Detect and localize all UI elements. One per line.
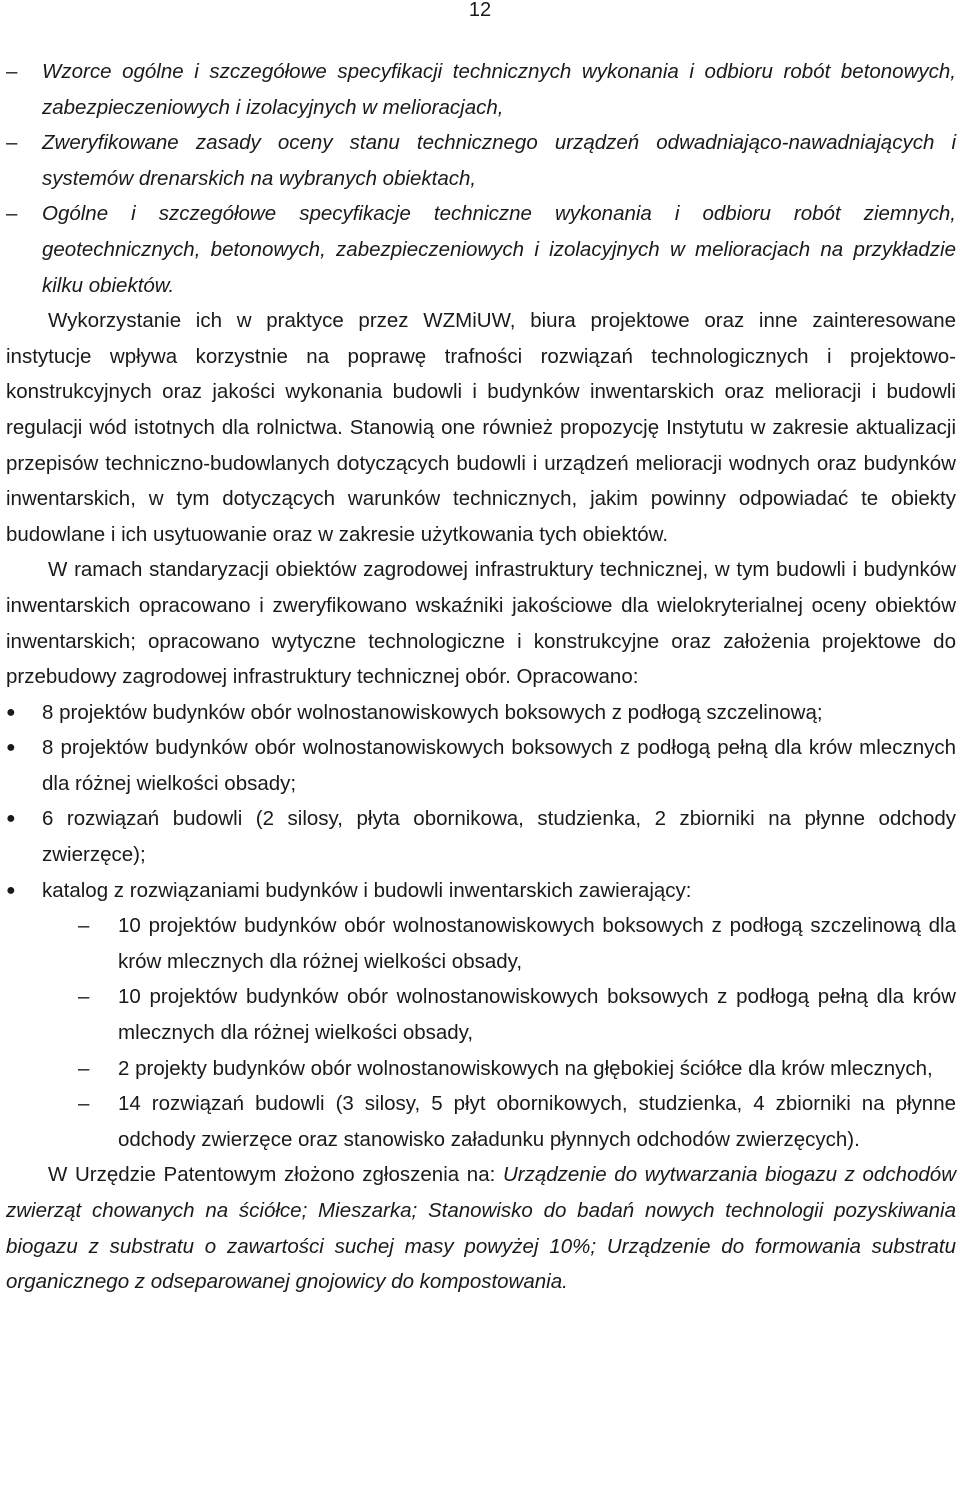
page-number: 12 xyxy=(468,0,492,21)
paragraph-standardization: W ramach standaryzacji obiektów zagrodowej infrastruktury technicznej, w tym budowli i budynków inwentarskich opracowano i zweryfikowano wskaźniki jakościowe dla wielokryterialnej oceny obiektów inwentarskich; opracowano wytyczne technologiczne i konstrukcyjne oraz założenia projektowe do przebudowy zagrodowej infrastruktury technicznej obór. Opracowano: xyxy=(6,558,956,689)
sub-list-item: – 14 rozwiązań budowli (3 silosy, 5 płyt obornikowych, studzienka, 4 zbiorniki na płynne odchody zwierzęce oraz stanowisko załadunku płynnych odchodów zwierzęcych). xyxy=(80,1086,956,1157)
results-bullet-list xyxy=(6,695,956,909)
bullet-list-item: ● katalog z rozwiązaniami budynków i budowli inwentarskich zawierający: xyxy=(6,873,956,909)
paragraph-patents xyxy=(6,1157,956,1299)
bullet-list-item: ● 8 projektów budynków obór wolnostanowiskowych boksowych z podłogą szczelinową; xyxy=(6,695,956,731)
dash-list-item: – Wzorce ogólne i szczegółowe specyfikacji technicznych wykonania i odbioru robót betonowych, zabezpieczeniowych i izolacyjnych w melioracjach, xyxy=(6,54,956,125)
sub-list-item: – 10 projektów budynków obór wolnostanowiskowych boksowych z podłogą szczelinową dla krów mlecznych dla różnej wielkości obsady, xyxy=(80,908,956,979)
patent-titles: Urządzenie do wytwarzania biogazu z odchodów zwierząt chowanych na ściółce; Mieszarka; Stanowisko do badań nowych technologii pozyskiwania biogazu z substratu o zawartości suchej masy powyżej 10%; Urządzenie do formowania substratu organicznego z odseparowanej gnojowicy do kompostowania. xyxy=(6,1163,956,1294)
dash-list-item: – Ogólne i szczegółowe specyfikacje techniczne wykonania i odbioru robót ziemnych, geotechnicznych, betonowych, zabezpieczeniowych i izolacyjnych w melioracjach na przykładzie kilku obiektów. xyxy=(6,196,956,303)
intro-dash-list xyxy=(6,54,956,303)
sub-list-item: – 2 projekty budynków obór wolnostanowiskowych na głębokiej ściółce dla krów mlecznych, xyxy=(80,1051,956,1087)
bullet-list-item: ● 6 rozwiązań budowli (2 silosy, płyta obornikowa, studzienka, 2 zbiorniki na płynne odchody zwierzęce); xyxy=(6,801,956,872)
bullet-list-item: ● 8 projektów budynków obór wolnostanowiskowych boksowych z podłogą pełną dla krów mlecznych dla różnej wielkości obsady; xyxy=(6,730,956,801)
patents-lead-text: W Urzędzie Patentowym złożono zgłoszenia na: xyxy=(48,1163,503,1187)
paragraph-usage: Wykorzystanie ich w praktyce przez WZMiUW, biura projektowe oraz inne zainteresowane instytucje wpływa korzystnie na poprawę trafności rozwiązań technologicznych i projektowo-konstrukcyjnych oraz jakości wykonania budowli i budynków inwentarskich oraz melioracji i budowli regulacji wód istotnych dla rolnictwa. Stanowią one również propozycję Instytutu w zakresie aktualizacji przepisów techniczno-budowlanych dotyczących budowli i urządzeń melioracji wodnych oraz budynków inwentarskich, w tym dotyczących warunków technicznych, jakim powinny odpowiadać te obiekty budowlane i ich usytuowanie oraz w zakresie użytkowania tych obiektów. xyxy=(6,309,956,546)
catalog-sub-list xyxy=(80,908,956,1157)
dash-list-item: – Zweryfikowane zasady oceny stanu technicznego urządzeń odwadniająco-nawadniających i systemów drenarskich na wybranych obiektach, xyxy=(6,125,956,196)
page-content xyxy=(6,54,956,1300)
sub-list-item: – 10 projektów budynków obór wolnostanowiskowych boksowych z podłogą pełną dla krów mlecznych dla różnej wielkości obsady, xyxy=(80,979,956,1050)
